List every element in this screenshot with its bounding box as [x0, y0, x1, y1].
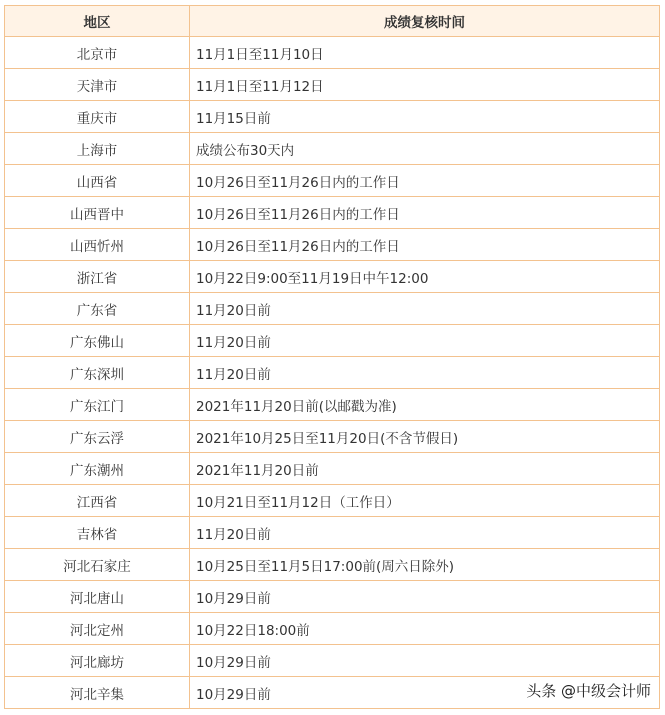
table-row [5, 485, 660, 517]
region-cell: 河北石家庄 [5, 549, 190, 581]
review-time-cell: 11月1日至11月10日 [190, 37, 660, 69]
table-row [5, 69, 660, 101]
region-cell: 河北廊坊 [5, 645, 190, 677]
table-row [5, 613, 660, 645]
header-review-time: 成绩复核时间 [190, 6, 660, 37]
table-row [5, 101, 660, 133]
review-time-cell: 11月20日前 [190, 293, 660, 325]
review-time-cell: 10月21日至11月12日（工作日） [190, 485, 660, 517]
region-cell: 广东云浮 [5, 421, 190, 453]
table-row [5, 645, 660, 677]
review-time-cell: 2021年11月20日前 [190, 453, 660, 485]
region-cell: 江西省 [5, 485, 190, 517]
region-cell: 北京市 [5, 37, 190, 69]
table-row [5, 453, 660, 485]
table-row [5, 37, 660, 69]
review-time-cell: 10月22日18:00前 [190, 613, 660, 645]
table-row [5, 357, 660, 389]
region-cell: 重庆市 [5, 101, 190, 133]
table-row [5, 549, 660, 581]
review-time-cell: 2021年10月25日至11月20日(不含节假日) [190, 421, 660, 453]
region-cell: 河北定州 [5, 613, 190, 645]
table-row [5, 581, 660, 613]
region-cell: 广东深圳 [5, 357, 190, 389]
review-time-cell: 11月20日前 [190, 357, 660, 389]
table-row [5, 261, 660, 293]
exam-review-schedule-table [4, 5, 660, 709]
region-cell: 河北辛集 [5, 677, 190, 709]
review-time-cell: 10月26日至11月26日内的工作日 [190, 229, 660, 261]
region-cell: 山西晋中 [5, 197, 190, 229]
review-time-cell: 10月26日至11月26日内的工作日 [190, 197, 660, 229]
region-cell: 广东潮州 [5, 453, 190, 485]
table-row [5, 421, 660, 453]
table-row [5, 517, 660, 549]
region-cell: 吉林省 [5, 517, 190, 549]
region-cell: 上海市 [5, 133, 190, 165]
region-cell: 山西省 [5, 165, 190, 197]
review-time-cell: 10月29日前 [190, 645, 660, 677]
review-time-cell: 10月22日9:00至11月19日中午12:00 [190, 261, 660, 293]
table-row [5, 325, 660, 357]
region-cell: 广东江门 [5, 389, 190, 421]
table-header-row [5, 6, 660, 37]
review-time-cell: 11月20日前 [190, 517, 660, 549]
review-time-cell: 11月15日前 [190, 101, 660, 133]
region-cell: 浙江省 [5, 261, 190, 293]
table-row [5, 197, 660, 229]
table-row [5, 165, 660, 197]
region-cell: 广东省 [5, 293, 190, 325]
watermark: 头条 @中级会计师 [526, 682, 651, 700]
review-time-cell: 11月20日前 [190, 325, 660, 357]
review-time-cell: 11月1日至11月12日 [190, 69, 660, 101]
region-cell: 河北唐山 [5, 581, 190, 613]
review-time-cell: 10月29日前 [190, 677, 660, 709]
table-row [5, 293, 660, 325]
table-body [5, 37, 660, 709]
region-cell: 山西忻州 [5, 229, 190, 261]
table-row [5, 229, 660, 261]
region-cell: 天津市 [5, 69, 190, 101]
review-time-cell: 2021年11月20日前(以邮戳为准) [190, 389, 660, 421]
region-cell: 广东佛山 [5, 325, 190, 357]
header-region: 地区 [5, 6, 190, 37]
table-row [5, 133, 660, 165]
table-row [5, 389, 660, 421]
review-time-cell: 10月25日至11月5日17:00前(周六日除外) [190, 549, 660, 581]
review-time-cell: 成绩公布30天内 [190, 133, 660, 165]
review-time-cell: 10月26日至11月26日内的工作日 [190, 165, 660, 197]
review-time-cell: 10月29日前 [190, 581, 660, 613]
